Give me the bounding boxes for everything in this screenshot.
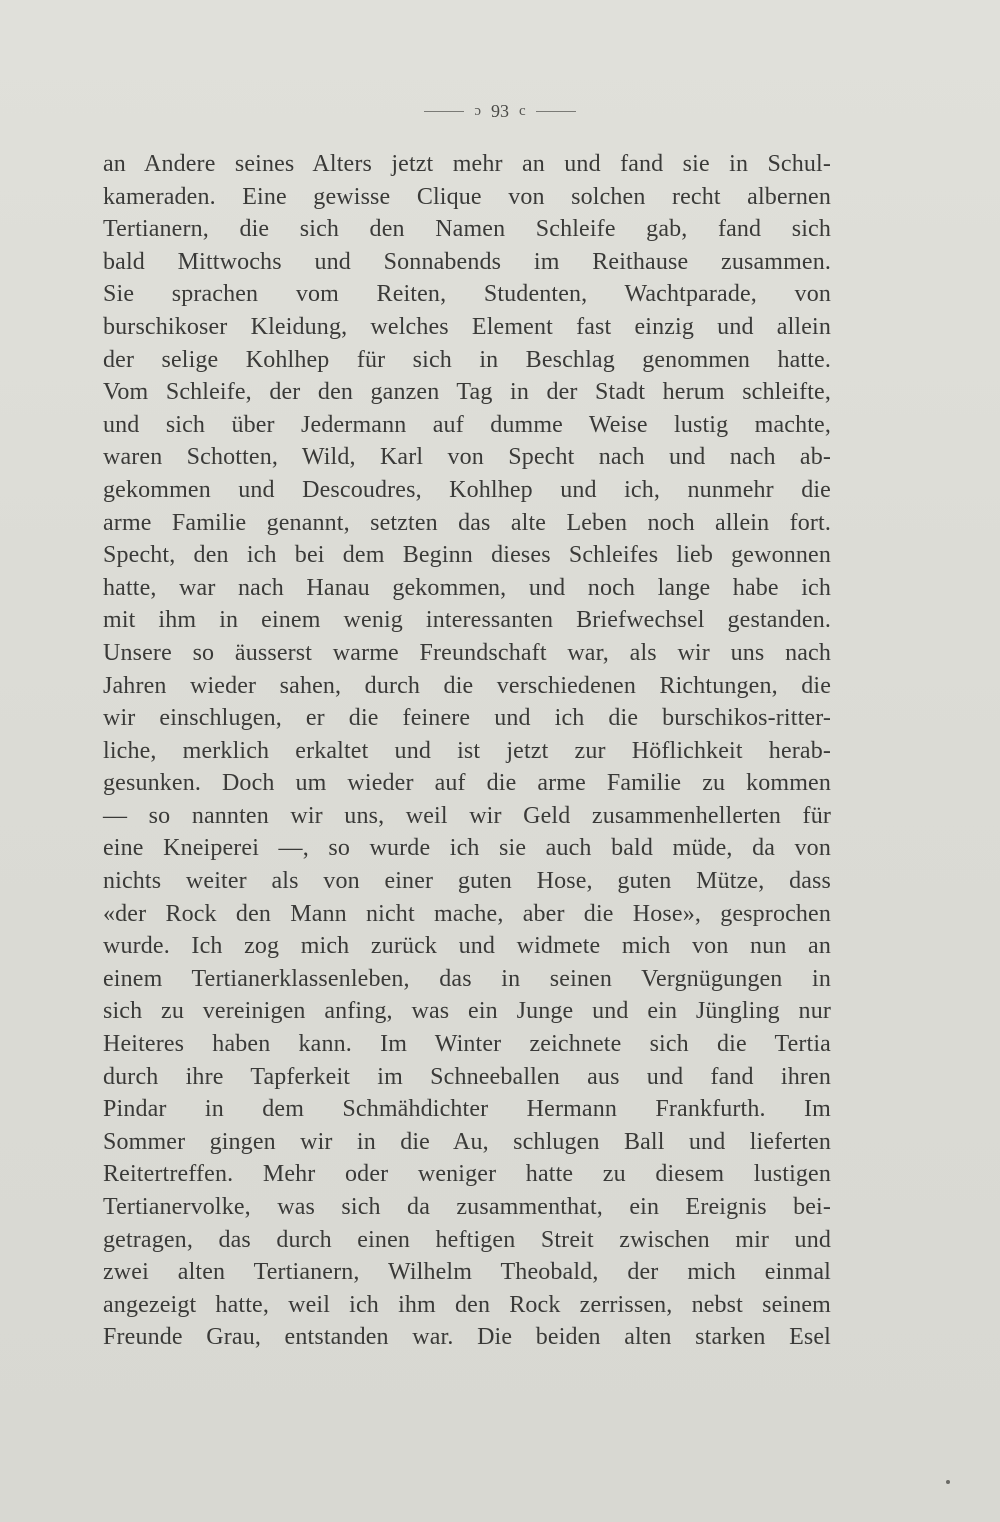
header-rule-left xyxy=(424,111,464,112)
text-line: Specht, den ich bei dem Beginn dieses Schleifes lieb gewonnen xyxy=(103,542,831,569)
text-line: arme Familie genannt, setzten das alte Leben noch allein fort. xyxy=(103,509,831,536)
text-line: liche, merklich erkaltet und ist jetzt zur Höflichkeit herab- xyxy=(103,737,831,764)
text-line: und sich über Jedermann auf dumme Weise lustig machte, xyxy=(103,411,831,438)
text-line: der selige Kohlhep für sich in Beschlag genommen hatte. xyxy=(103,346,831,373)
text-line: zwei alten Tertianern, Wilhelm Theobald, der mich einmal xyxy=(103,1259,831,1286)
text-line: Tertianervolke, was sich da zusammenthat, ein Ereignis bei- xyxy=(103,1194,831,1220)
page-number: 93 xyxy=(491,100,509,121)
text-line: getragen, das durch einen heftigen Streit zwischen mir und xyxy=(103,1226,831,1253)
text-line: Reitertreffen. Mehr oder weniger hatte zu diesem lustigen xyxy=(103,1161,831,1188)
text-line: Vom Schleife, der den ganzen Tag in der Stadt herum schleifte, xyxy=(103,379,831,406)
text-line: einem Tertianerklassenleben, das in seinen Vergnügungen in xyxy=(103,965,831,992)
text-line: an Andere seines Alters jetzt mehr an und fand sie in Schul- xyxy=(103,151,831,177)
text-line: Sie sprachen vom Reiten, Studenten, Wachtparade, von xyxy=(103,281,831,308)
text-line: waren Schotten, Wild, Karl von Specht nach und nach ab- xyxy=(103,444,831,471)
page-speck xyxy=(946,1480,950,1484)
text-line: hatte, war nach Hanau gekommen, und noch lange habe ich xyxy=(103,574,831,601)
text-line: wir einschlugen, er die feinere und ich die burschikos-ritter- xyxy=(103,705,831,732)
header-ornament-left: ɔ xyxy=(474,102,481,119)
header-ornament-right: c xyxy=(519,102,526,119)
text-line: Jahren wieder sahen, durch die verschiedenen Richtungen, die xyxy=(103,672,831,699)
text-line: nichts weiter als von einer guten Hose, guten Mütze, dass xyxy=(103,868,831,895)
text-line: gesunken. Doch um wieder auf die arme Familie zu kommen xyxy=(103,770,831,797)
text-line: angezeigt hatte, weil ich ihm den Rock zerrissen, nebst seinem xyxy=(103,1291,831,1318)
text-line: Sommer gingen wir in die Au, schlugen Ball und lieferten xyxy=(103,1128,831,1155)
header-rule-right xyxy=(536,111,576,112)
text-line: burschikoser Kleidung, welches Element fast einzig und allein xyxy=(103,313,831,340)
text-line: gekommen und Descoudres, Kohlhep und ich, nunmehr die xyxy=(103,476,831,503)
text-line: Tertianern, die sich den Namen Schleife gab, fand sich xyxy=(103,216,831,243)
text-line: «der Rock den Mann nicht mache, aber die Hose», gesprochen xyxy=(103,900,831,927)
text-line: kameraden. Eine gewisse Clique von solchen recht albernen xyxy=(103,183,831,210)
text-line: Freunde Grau, entstanden war. Die beiden alten starken Esel xyxy=(103,1324,831,1351)
text-line: wurde. Ich zog mich zurück und widmete mich von nun an xyxy=(103,933,831,960)
running-header xyxy=(0,96,1000,126)
text-line: Pindar in dem Schmähdichter Hermann Frankfurth. Im xyxy=(103,1096,831,1123)
text-line: sich zu vereinigen anfing, was ein Junge und ein Jüngling nur xyxy=(103,998,831,1025)
text-line: — so nannten wir uns, weil wir Geld zusammenhellerten für xyxy=(103,802,831,829)
text-line: durch ihre Tapferkeit im Schneeballen aus und fand ihren xyxy=(103,1063,831,1090)
text-line: Heiteres haben kann. Im Winter zeichnete sich die Tertia xyxy=(103,1031,831,1058)
text-line: Unsere so äusserst warme Freundschaft war, als wir uns nach xyxy=(103,639,831,666)
text-line: mit ihm in einem wenig interessanten Briefwechsel gestanden. xyxy=(103,607,831,634)
text-line: bald Mittwochs und Sonnabends im Reithause zusammen. xyxy=(103,248,831,275)
text-line: eine Kneiperei —, so wurde ich sie auch bald müde, da von xyxy=(103,835,831,862)
body-text xyxy=(103,148,831,1354)
